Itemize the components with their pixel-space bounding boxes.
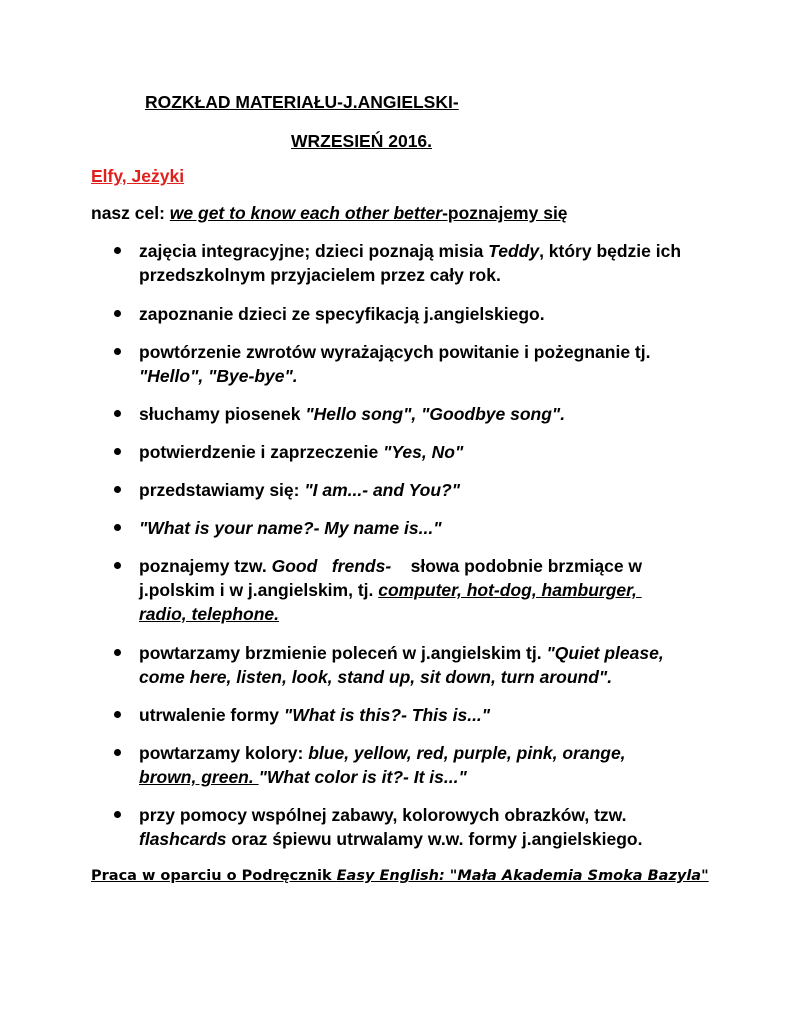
title-line-2: WRZESIEŃ 2016. <box>291 131 433 151</box>
item-text: Teddy <box>488 241 540 261</box>
item-text: j.polskim i w j.angielskim, tj. <box>139 580 379 600</box>
list-item <box>139 643 664 663</box>
list-item: zapoznanie dzieci ze specyfikacją j.angielskiego. <box>139 304 545 324</box>
bullet-icon <box>114 649 121 656</box>
list-item <box>139 480 460 500</box>
item-text: poznajemy tzw. <box>139 556 272 576</box>
item-text: powtarzamy kolory: <box>139 743 309 763</box>
group-heading: Elfy, Jeżyki <box>91 166 185 186</box>
title-line-1: ROZKŁAD MATERIAŁU-J.ANGIELSKI- <box>145 92 459 112</box>
item-text: "What color is it?- It is..." <box>258 767 467 787</box>
item-text: Good frends- <box>271 556 392 576</box>
item-text: "Quiet please, <box>546 643 664 663</box>
bullet-icon <box>114 310 121 317</box>
item-text: słowa podobnie brzmiące w <box>391 556 643 576</box>
bullet-icon <box>114 711 121 718</box>
list-item <box>139 743 626 763</box>
footer-text: Praca w oparciu o Podręcznik <box>91 868 337 884</box>
list-item-continued <box>139 580 642 600</box>
list-item-continued: przedszkolnym przyjacielem przez cały rok. <box>139 265 501 285</box>
list-item: przy pomocy wspólnej zabawy, kolorowych obrazków, tzw. <box>139 805 627 825</box>
item-text: brown, green. <box>139 767 259 787</box>
item-text: "Yes, No" <box>383 442 464 462</box>
bullet-icon <box>114 562 121 569</box>
item-text: flashcards <box>139 829 227 849</box>
list-item-continued <box>139 829 642 849</box>
list-item <box>139 241 681 261</box>
item-text: słuchamy piosenek <box>139 404 306 424</box>
goal-phrase: we get to know each other better <box>169 203 443 223</box>
item-text: utrwalenie formy <box>139 705 284 725</box>
footer-book-title: Easy English: "Mała Akademia Smoka Bazyla" <box>336 868 709 884</box>
list-item <box>139 556 642 576</box>
bullet-icon <box>114 811 121 818</box>
item-text: oraz śpiewu utrwalamy w.w. formy j.angielskiego. <box>226 829 643 849</box>
goal-label: nasz cel: <box>91 203 170 223</box>
bullet-icon <box>114 247 121 254</box>
bullet-icon <box>114 448 121 455</box>
goal-line <box>91 203 568 223</box>
goal-suffix: -poznajemy się <box>442 203 568 223</box>
list-item-continued: come here, listen, look, stand up, sit down, turn around". <box>139 667 613 687</box>
footer-note <box>91 866 709 886</box>
list-item <box>139 705 490 725</box>
item-text: "What is this?- This is..." <box>283 705 491 725</box>
list-item-continued: radio, telephone. <box>139 604 280 624</box>
item-text: potwierdzenie i zaprzeczenie <box>139 442 384 462</box>
list-item: powtórzenie zwrotów wyrażających powitanie i pożegnanie tj. <box>139 342 651 362</box>
list-item: "What is your name?- My name is..." <box>139 518 442 538</box>
bullet-icon <box>114 348 121 355</box>
bullet-icon <box>114 749 121 756</box>
bullet-icon <box>114 524 121 531</box>
item-text: computer, hot-dog, hamburger, <box>378 580 642 600</box>
item-text: "I am...- and You?" <box>304 480 460 500</box>
item-text: przedstawiamy się: <box>139 480 305 500</box>
list-item-continued <box>139 767 467 787</box>
item-text: "Hello song", "Goodbye song". <box>305 404 566 424</box>
item-text: powtarzamy brzmienie poleceń w j.angielskim tj. <box>139 643 547 663</box>
item-text: , który będzie ich <box>539 241 682 261</box>
bullet-icon <box>114 486 121 493</box>
list-item <box>139 404 565 424</box>
bullet-icon <box>114 410 121 417</box>
list-item-continued: "Hello", "Bye-bye". <box>139 366 298 386</box>
item-text: zajęcia integracyjne; dzieci poznają misia <box>139 241 489 261</box>
list-item <box>139 442 463 462</box>
item-text: blue, yellow, red, purple, pink, orange, <box>308 743 626 763</box>
